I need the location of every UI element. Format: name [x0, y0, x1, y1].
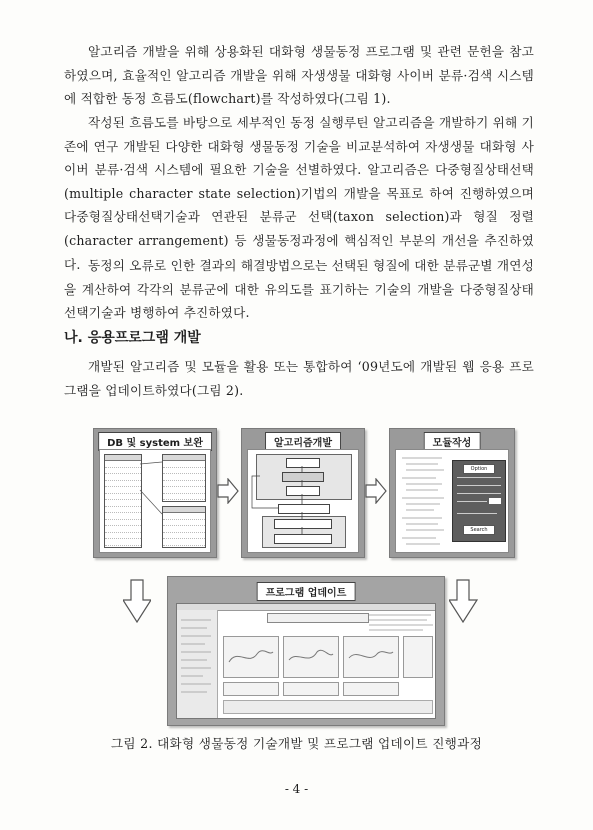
- algorithm-panel-title: 알고리즘개발: [265, 432, 341, 451]
- algorithm-panel: [241, 428, 365, 558]
- paragraph-2: 작성된 흐름도를 바탕으로 세부적인 동정 실행루틴 알고리즘을 개발하기 위해 기존에 연구 개발된 다양한 대화형 생물동정 기술을 비교분석하여 자생생물 대화형 사이버 분류·검색 시스템에 필요한 기술을 선별하였다. 알고리즘은 다중형질상태선택(multiple character state selection)기법의 개발을 목표로 하여 진행하였으며 다중형질상태선택기술과 연관된 분류군 선택(taxon selection)과 형질 정렬(character arrangement) 등 생물동정과정에 핵심적인 부분의 개선을 추진하였다.: [64, 115, 534, 272]
- paragraph-3: 동정의 오류로 인한 결과의 해결방법으로는 선택된 형질에 대한 분류군별 개연성을 계산하여 각각의 분류군에 대한 유의도를 표기하는 기술의 개발을 다중형질상태선택기술과 병행하여 추진하였다.: [64, 258, 534, 321]
- update-panel-title: 프로그램 업데이트: [257, 582, 356, 601]
- page-number: - 4 -: [284, 782, 309, 796]
- paragraph-4: 개발된 알고리즘 및 모듈을 활용 또는 통합하여 ‘09년도에 개발된 웹 응용 프로그램을 업데이트하였다(그림 2).: [64, 359, 534, 398]
- module-screenshot: [395, 449, 509, 553]
- option-box: [452, 460, 506, 542]
- algorithm-flowchart-image: [247, 449, 359, 553]
- db-panel: [93, 428, 217, 558]
- paragraph-1: 알고리즘 개발을 위해 상용화된 대화형 생물동정 프로그램 및 관련 문헌을 참고하였으며, 효율적인 알고리즘 개발을 위해 자생생물 대화형 사이버 분류·검색 시스템에 적합한 동정 흐름도(flowchart)를 작성하였다(그림 1).: [64, 44, 534, 107]
- figure-2: [93, 428, 513, 726]
- update-panel: [167, 576, 445, 726]
- arrow-down-right-icon: [449, 578, 479, 624]
- db-schema-image: [99, 449, 211, 553]
- section-heading: 나. 응용프로그램 개발: [64, 330, 201, 346]
- search-button: Search: [463, 525, 495, 535]
- db-panel-title: DB 및 system 보완: [98, 432, 212, 451]
- arrow-right-icon: [365, 478, 387, 504]
- arrow-right-icon: [217, 478, 239, 504]
- figure-caption: 그림 2. 대화형 생물동정 기술개발 및 프로그램 업데이트 진행과정: [110, 736, 483, 751]
- program-screenshot: [176, 603, 436, 719]
- arrow-down-left-icon: [123, 578, 151, 624]
- module-panel-title: 모듈작성: [424, 432, 481, 451]
- option-label: Option: [463, 464, 495, 474]
- module-panel: [389, 428, 515, 558]
